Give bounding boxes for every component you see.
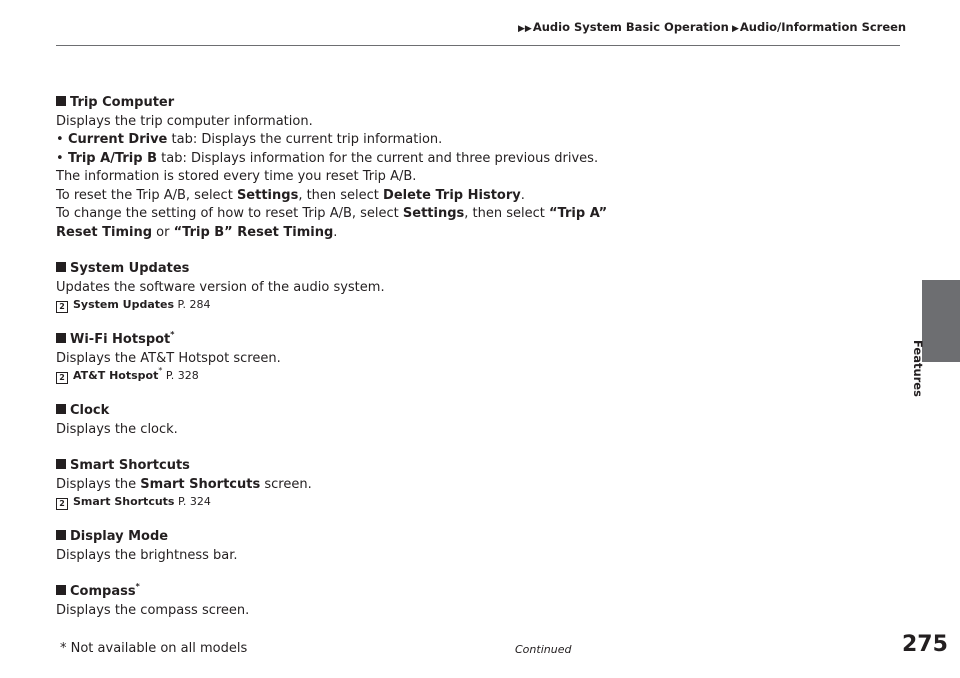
paragraph: Displays the compass screen. [56, 602, 250, 618]
section-heading [56, 583, 676, 602]
section-heading [56, 94, 676, 113]
paragraph [56, 476, 676, 495]
text: . [333, 224, 338, 240]
term: “Trip B” Reset Timing [173, 224, 334, 240]
text: , then select [298, 187, 384, 203]
page-content [56, 94, 676, 638]
paragraph: Displays the brightness bar. [56, 547, 238, 563]
section-display-mode [56, 528, 676, 565]
page-number: 275 [902, 632, 948, 657]
square-bullet-icon [56, 96, 66, 106]
paragraph: Displays the trip computer information. [56, 113, 313, 129]
section-heading [56, 402, 676, 421]
asterisk: * [158, 366, 163, 375]
term: Trip A/Trip B [68, 150, 157, 166]
heading-text: Trip Computer [70, 95, 175, 110]
asterisk: * [170, 330, 175, 339]
term: Current Drive [68, 132, 168, 147]
list-item [56, 150, 676, 169]
bullet-dot-icon: • [56, 150, 64, 166]
heading-text: Compass [70, 584, 136, 599]
heading-text: System Updates [70, 261, 190, 276]
ref-page: P. 284 [177, 298, 211, 311]
square-bullet-icon [56, 404, 66, 414]
reference-arrow-icon: 2 [56, 498, 68, 510]
text: tab: Displays the current trip information. [167, 132, 443, 147]
side-tab-label: Features [911, 340, 925, 397]
term: “Trip A” [549, 206, 608, 221]
text: , then select [464, 206, 550, 221]
square-bullet-icon [56, 585, 66, 595]
heading-text: Clock [70, 403, 110, 418]
square-bullet-icon [56, 530, 66, 540]
section-smart-shortcuts [56, 457, 676, 510]
section-heading [56, 331, 676, 350]
breadcrumb-item: Audio System Basic Operation [532, 20, 729, 34]
ref-title: AT&T Hotspot [73, 369, 159, 382]
square-bullet-icon [56, 333, 66, 343]
ref-page: P. 324 [177, 495, 211, 508]
text: . [520, 187, 525, 203]
term: Delete Trip History [383, 187, 521, 203]
section-heading [56, 260, 676, 279]
asterisk: * [135, 582, 140, 591]
section-heading [56, 457, 676, 476]
arrow-icon: ▶ [728, 24, 739, 34]
breadcrumb [518, 20, 906, 34]
footnote: * Not available on all models [60, 641, 248, 656]
text: To change the setting of how to reset Trip A/B, select [56, 206, 403, 221]
paragraph [56, 224, 676, 243]
square-bullet-icon [56, 459, 66, 469]
section-compass [56, 583, 676, 620]
heading-text: Smart Shortcuts [70, 458, 190, 473]
side-tab [922, 280, 960, 362]
list-item [56, 131, 676, 150]
paragraph: Updates the software version of the audio system. [56, 279, 385, 295]
cross-reference-link[interactable] [56, 494, 676, 510]
text: Displays the [56, 476, 141, 492]
term: Settings [236, 187, 299, 203]
section-system-updates [56, 260, 676, 313]
section-wifi-hotspot [56, 331, 676, 384]
section-clock [56, 402, 676, 439]
heading-text: Display Mode [70, 529, 169, 544]
paragraph: Displays the clock. [56, 421, 178, 437]
section-trip-computer [56, 94, 676, 242]
ref-page: P. 328 [165, 369, 199, 382]
bullet-dot-icon: • [56, 132, 64, 147]
section-heading [56, 528, 676, 547]
reference-arrow-icon: 2 [56, 372, 68, 384]
text: screen. [260, 476, 312, 492]
breadcrumb-item: Audio/Information Screen [739, 20, 907, 34]
term: Reset Timing [56, 224, 153, 240]
paragraph: Displays the AT&T Hotspot screen. [56, 350, 281, 366]
cross-reference-link[interactable] [56, 368, 676, 384]
text: tab: Displays information for the current and three previous drives. [157, 150, 599, 166]
text: To reset the Trip A/B, select [56, 187, 237, 203]
square-bullet-icon [56, 262, 66, 272]
header-divider [56, 45, 900, 46]
heading-text: Wi-Fi Hotspot [70, 332, 171, 347]
continued-label: Continued [515, 643, 572, 656]
term: Smart Shortcuts [140, 476, 261, 492]
ref-title: System Updates [73, 298, 175, 311]
reference-arrow-icon: 2 [56, 301, 68, 313]
text: or [152, 224, 174, 240]
cross-reference-link[interactable] [56, 297, 676, 313]
arrow-icon: ▶▶ [518, 24, 532, 34]
term: Settings [402, 206, 465, 221]
ref-title: Smart Shortcuts [73, 495, 175, 508]
paragraph [56, 205, 676, 224]
paragraph [56, 187, 676, 206]
paragraph: The information is stored every time you reset Trip A/B. [56, 169, 417, 184]
